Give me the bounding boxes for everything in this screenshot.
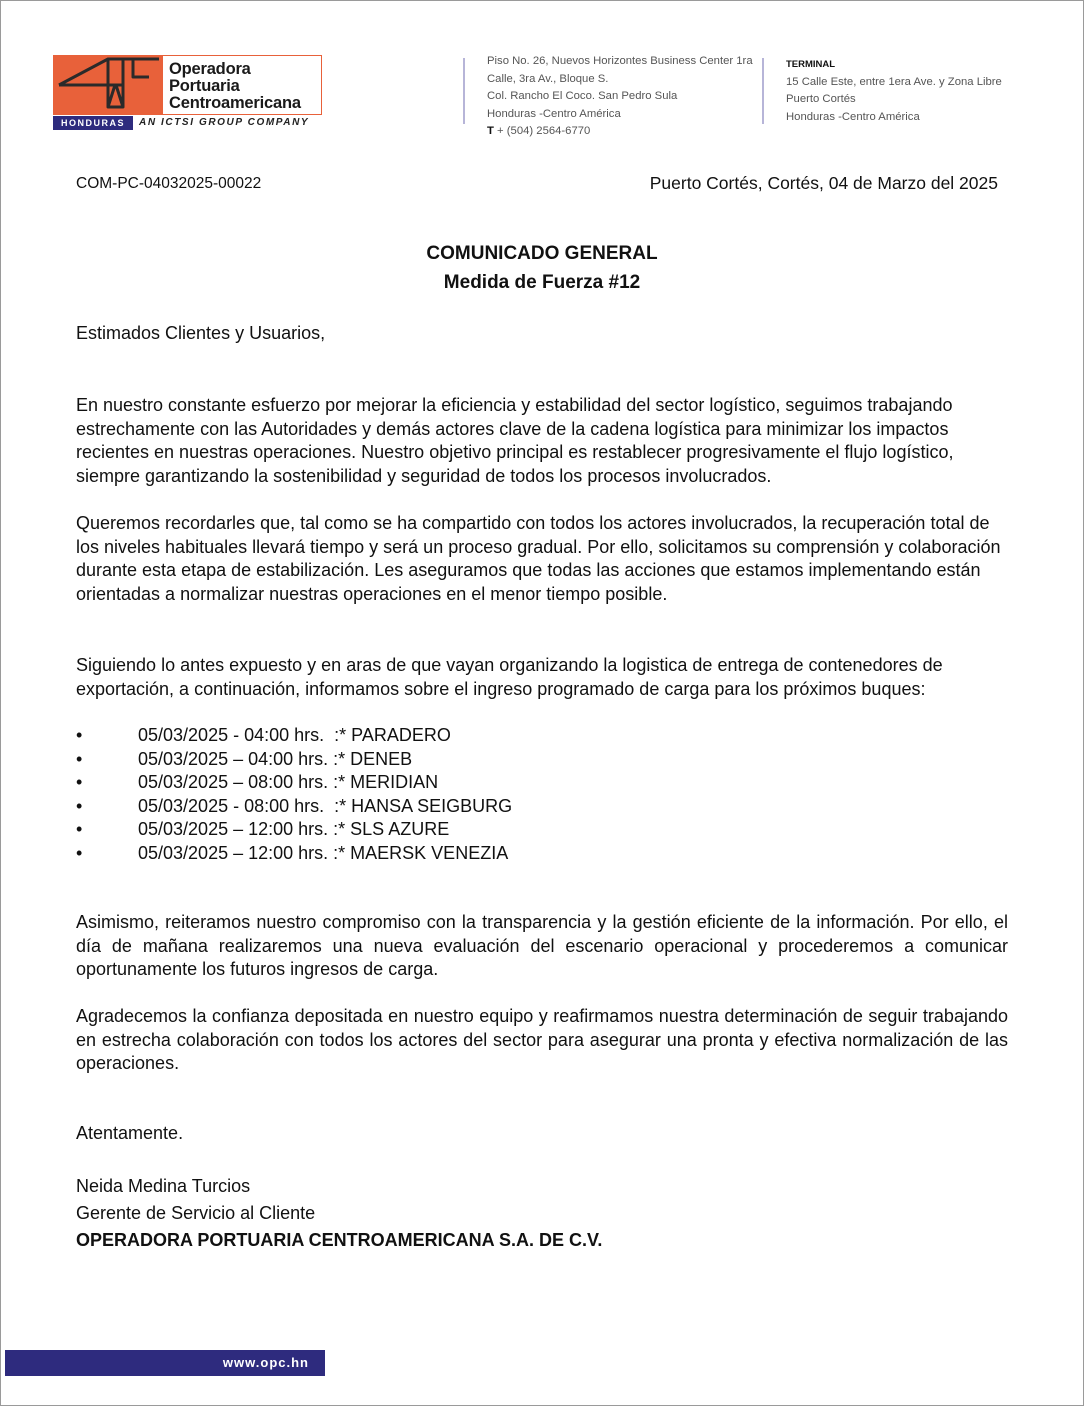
- bullet: •: [76, 819, 83, 839]
- terminal-address-line2: Puerto Cortés: [786, 93, 856, 106]
- terminal-address-line3: Honduras -Centro América: [786, 110, 920, 123]
- bullet: •: [76, 748, 83, 769]
- logo-name-line3: Centroamericana: [169, 94, 301, 112]
- vessel-entry: 05/03/2025 - 08:00 hrs. :* HANSA SEIGBURG: [138, 795, 513, 816]
- office-address-line2: Calle, 3ra Av., Bloque S.: [487, 72, 609, 85]
- document-reference: COM-PC-04032025-00022: [76, 175, 262, 192]
- paragraph-4: Asimismo, reiteramos nuestro compromiso con la transparencia y la gestión eficiente de la información. Por ello, el día de mañana realizaremos una nueva evaluación del escenario operacional y procederemos a comunicar oportunamente los futuros ingresos de carga.: [76, 912, 1008, 979]
- greeting: Estimados Clientes y Usuarios,: [76, 323, 326, 343]
- logo-name-line1: Operadora: [169, 60, 251, 78]
- list-item: [76, 748, 676, 772]
- office-address: [487, 53, 753, 141]
- vessel-entry: 05/03/2025 – 04:00 hrs. :* DENEB: [138, 748, 413, 769]
- logo-group-tagline: AN ICTSI GROUP COMPANY: [139, 117, 310, 128]
- bullet: •: [76, 795, 83, 816]
- vessel-entry: 05/03/2025 - 04:00 hrs. :* PARADERO: [138, 725, 451, 745]
- office-address-line1: Piso No. 26, Nuevos Horizontes Business Center 1ra: [487, 55, 753, 67]
- paragraph-5: Agradecemos la confianza depositada en nuestro equipo y reafirmamos nuestra determinación de seguir trabajando en estrecha colaboración con todos los actores del sector para asegurar una pronta y efectiva normalización de las operaciones.: [76, 1006, 1008, 1073]
- company-logo: [53, 55, 323, 130]
- list-item: [76, 771, 676, 795]
- terminal-title: TERMINAL: [786, 59, 836, 70]
- address-divider-right: [762, 58, 764, 124]
- terminal-address: [786, 56, 1002, 126]
- paragraph-2: Queremos recordarles que, tal como se ha compartido con todos los actores involucrados, la recuperación total de los niveles habituales llevará tiempo y será un proceso gradual. Por ello, solicitamos su comprensión y colaboración durante esta etapa de estabilización. Les aseguramos que todas las acciones que estamos implementando están orientadas a normalizar nuestras operaciones en el menor tiempo posible.: [76, 513, 1001, 604]
- closing: Atentamente.: [76, 1123, 184, 1143]
- company-name: OPERADORA PORTUARIA CENTROAMERICANA S.A. DE C.V.: [76, 1230, 603, 1250]
- list-item: [76, 795, 676, 819]
- vessel-schedule-list: [76, 724, 676, 865]
- bullet: •: [76, 842, 83, 863]
- document-subtitle: Medida de Fuerza #12: [443, 272, 641, 293]
- bullet: •: [76, 772, 83, 792]
- place-date: Puerto Cortés, Cortés, 04 de Marzo del 2025: [649, 173, 998, 193]
- logo-name-line2: Portuaria: [169, 77, 240, 95]
- list-item: [76, 818, 676, 842]
- paragraph-3: Siguiendo lo antes expuesto y en aras de que vayan organizando la logistica de entrega de contenedores de exportación, a continuación, informamos sobre el ingreso programado de carga para los próximos buques:: [76, 655, 943, 699]
- logo-country: HONDURAS: [53, 116, 133, 130]
- address-divider-left: [463, 58, 465, 124]
- list-item: [76, 842, 676, 866]
- vessel-entry: 05/03/2025 – 08:00 hrs. :* MERIDIAN: [138, 772, 439, 792]
- vessel-entry: 05/03/2025 – 12:00 hrs. :* MAERSK VENEZIA: [138, 842, 509, 863]
- signer-title: Gerente de Servicio al Cliente: [76, 1203, 316, 1223]
- signer-name: Neida Medina Turcios: [76, 1176, 251, 1196]
- document-title: COMUNICADO GENERAL: [426, 243, 658, 264]
- footer-website-link[interactable]: www.opc.hn: [222, 1355, 309, 1370]
- office-phone-label: T: [487, 125, 494, 138]
- vessel-entry: 05/03/2025 – 12:00 hrs. :* SLS AZURE: [138, 819, 450, 839]
- crane-icon: [53, 55, 165, 115]
- bullet: •: [76, 725, 83, 745]
- office-address-line4: Honduras -Centro América: [487, 107, 621, 120]
- list-item: [76, 724, 676, 748]
- office-address-line3: Col. Rancho El Coco. San Pedro Sula: [487, 90, 678, 103]
- office-phone-number: + (504) 2564-6770: [493, 125, 591, 138]
- office-phone: [487, 123, 753, 141]
- paragraph-1: En nuestro constante esfuerzo por mejorar la eficiencia y estabilidad del sector logístico, seguimos trabajando estrechamente con las Autoridades y demás actores clave de la cadena logística para minimizar los impactos recientes en nuestras operaciones. Nuestro objetivo principal es restablecer progresivamente el flujo logístico, siempre garantizando la sostenibilidad y seguridad de todos los procesos involucrados.: [76, 395, 954, 486]
- terminal-address-line1: 15 Calle Este, entre 1era Ave. y Zona Libre: [786, 75, 1002, 88]
- logo-name-box: [163, 55, 322, 115]
- footer-bar: [5, 1350, 325, 1376]
